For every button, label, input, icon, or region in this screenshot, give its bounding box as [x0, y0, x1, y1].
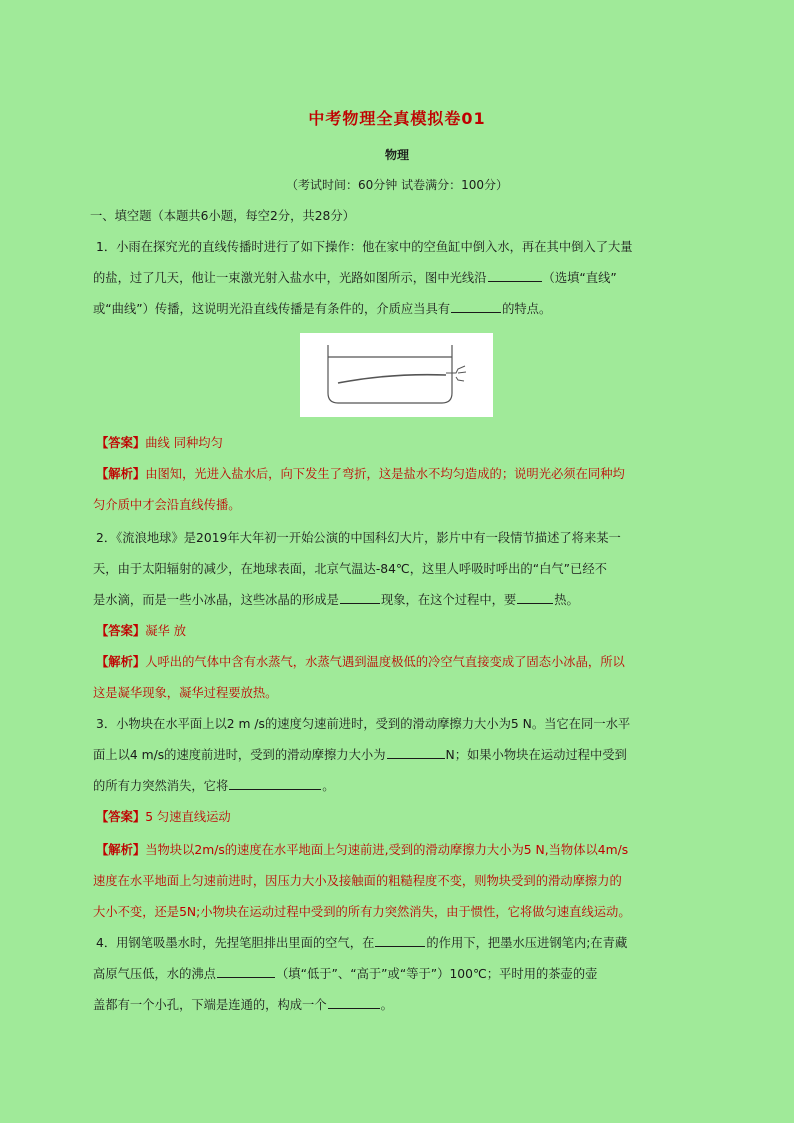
analysis-1-line-2: 匀介质中才会沿直线传播。: [93, 498, 241, 512]
answer-blank: [375, 934, 425, 947]
question-4-line-3: 盖都有一个小孔，下端是连通的，构成一个 。: [93, 998, 393, 1012]
answer-blank: [229, 777, 321, 790]
question-4-line-1: 4．用钢笔吸墨水时，先捏笔胆排出里面的空气，在 的作用下，把墨水压进钢笔内;在青藏: [96, 936, 628, 950]
answer-2: 【答案】凝华 放: [96, 624, 187, 638]
question-1-line-3: 或“曲线”）传播，这说明光沿直线传播是有条件的，介质应当具有 的特点。: [93, 302, 552, 316]
question-2-line-2: 天，由于太阳辐射的减少，在地球表面，北京气温达-84℃，这里人呼吸时呼出的“白气”已经不: [93, 562, 607, 576]
answer-tag: 【答案】: [96, 810, 146, 824]
analysis-tag: 【解析】: [96, 843, 146, 857]
answer-blank: [451, 300, 501, 313]
question-number: 3．: [96, 717, 117, 731]
answer-tag: 【答案】: [96, 436, 146, 450]
analysis-2-line-1: 【解析】人呼出的气体中含有水蒸气，水蒸气遇到温度极低的冷空气直接变成了固态小冰晶，所以: [96, 655, 625, 669]
answer-3: 【答案】5 匀速直线运动: [96, 810, 231, 824]
page-title: 中考物理全真模拟卷01: [308, 109, 486, 128]
answer-tag: 【答案】: [96, 624, 146, 638]
question-number: 4．: [96, 936, 117, 950]
light-path-diagram: [300, 333, 493, 417]
answer-blank: [517, 591, 553, 604]
question-1-line-2: 的盐，过了几天，他让一束激光射入盐水中，光路如图所示，图中光线沿 （选填“直线”: [93, 271, 617, 285]
question-number: 2．: [96, 531, 117, 545]
analysis-tag: 【解析】: [96, 467, 146, 481]
exam-meta: （考试时间：60分钟 试卷满分：100分）: [286, 178, 508, 192]
answer-blank: [387, 746, 445, 759]
answer-blank: [488, 269, 542, 282]
question-2-line-3: 是水滴，而是一些小冰晶，这些冰晶的形成是 现象，在这个过程中，要 热。: [93, 593, 579, 607]
answer-blank: [328, 996, 380, 1009]
fish-tank-laser-figure: [300, 333, 493, 417]
answer-1: 【答案】曲线 同种均匀: [96, 436, 223, 450]
analysis-2-line-2: 这是凝华现象，凝华过程要放热。: [93, 686, 278, 700]
analysis-tag: 【解析】: [96, 655, 146, 669]
question-3-line-2: 面上以4 m/s的速度前进时，受到的滑动摩擦力大小为 N；如果小物块在运动过程中受到: [93, 748, 627, 762]
curved-light-beam: [338, 375, 446, 383]
question-1-line-1: 1．小雨在探究光的直线传播时进行了如下操作：他在家中的空鱼缸中倒入水，再在其中倒入了大量: [96, 240, 633, 254]
section-heading: 一、填空题（本题共6小题，每空2分，共28分）: [90, 209, 355, 223]
question-number: 1．: [96, 240, 117, 254]
analysis-1-line-1: 【解析】由图知，光进入盐水后，向下发生了弯折，这是盐水不均匀造成的；说明光必须在同种均: [96, 467, 625, 481]
subject-heading: 物理: [384, 148, 409, 162]
question-2-line-1: 2．《流浪地球》是2019年大年初一开始公演的中国科幻大片，影片中有一段情节描述了将来某一: [96, 531, 621, 545]
answer-blank: [217, 965, 275, 978]
analysis-3-line-1: 【解析】当物块以2m/s的速度在水平地面上匀速前进,受到的滑动摩擦力大小为5 N,当物体以4m/s: [96, 843, 629, 857]
question-4-line-2: 高原气压低，水的沸点 （填“低于”、“高于”或“等于”）100℃；平时用的茶壶的壶: [93, 967, 598, 981]
question-3-line-3: 的所有力突然消失，它将 。: [93, 779, 335, 793]
analysis-3-line-2: 速度在水平地面上匀速前进时，因压力大小及接触面的粗糙程度不变，则物块受到的滑动摩擦力的: [93, 874, 622, 888]
answer-blank: [340, 591, 380, 604]
analysis-3-line-3: 大小不变，还是5N;小物块在运动过程中受到的所有力突然消失，由于惯性，它将做匀速直线运动。: [93, 905, 631, 919]
question-3-line-1: 3．小物块在水平面上以2 m /s的速度匀速前进时，受到的滑动摩擦力大小为5 N。当它在同一水平: [96, 717, 631, 731]
laser-pointer: [446, 366, 466, 381]
